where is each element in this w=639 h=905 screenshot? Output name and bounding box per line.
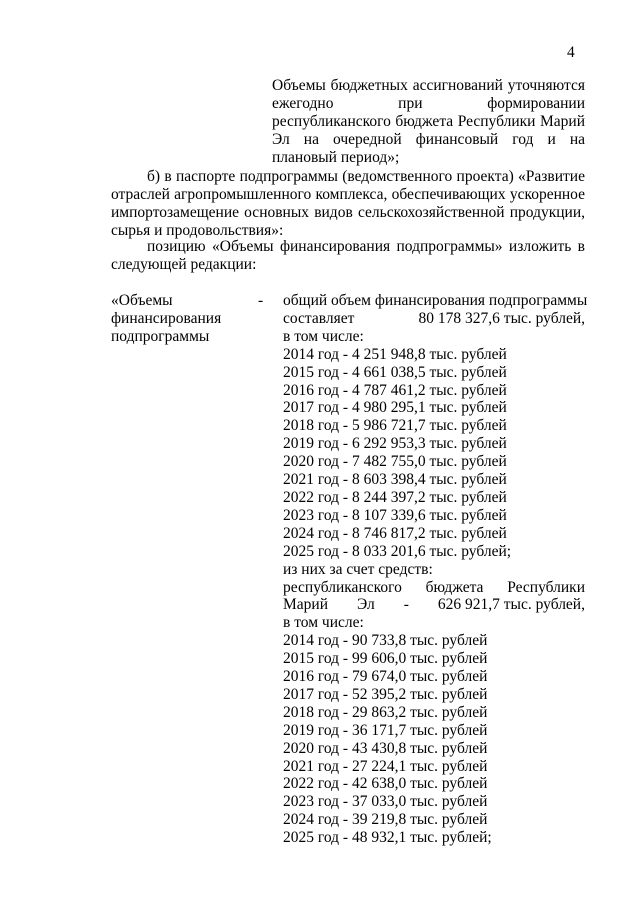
republic-year-item: 2016 год - 79 674,0 тыс. рублей [283, 668, 488, 686]
paragraph-b [111, 168, 585, 240]
sources-intro: из них за счет средств: [283, 560, 433, 578]
republic-year-item: 2023 год - 37 033,0 тыс. рублей [283, 793, 488, 811]
financing-label [111, 292, 221, 346]
total-amount: 80 178 327,6 тыс. рублей, [418, 309, 585, 327]
republic-year-item: 2015 год - 99 606,0 тыс. рублей [283, 650, 488, 668]
republic-amount-line [283, 596, 585, 614]
republic-year-item: 2021 год - 27 224,1 тыс. рублей [283, 757, 488, 775]
paragraph-b-text: б) в паспорте подпрограммы (ведомственного проекта) «Развитие отраслей агропромышленного комплекса, обеспечивающих ускоренное импортозамещение основных видов сельскохозяйственной продукции, сырья и продовольствия»: [111, 168, 585, 239]
republic-year-item: 2014 год - 90 733,8 тыс. рублей [283, 632, 488, 650]
republic-word: Марий [283, 596, 329, 614]
total-year-item: 2020 год - 7 482 755,0 тыс. рублей [283, 453, 507, 471]
republic-year-item: 2019 год - 36 171,7 тыс. рублей [283, 721, 488, 739]
republic-word: Республики [507, 578, 585, 596]
label-dash: - [258, 292, 264, 309]
republic-word: - [403, 596, 409, 614]
total-prefix: составляет [283, 309, 355, 327]
republic-word: республиканского [283, 578, 402, 596]
total-year-item: 2018 год - 5 986 721,7 тыс. рублей [283, 417, 507, 435]
financing-details [283, 292, 588, 847]
page-number: 4 [567, 44, 575, 61]
total-year-item: 2022 год - 8 244 397,2 тыс. рублей [283, 488, 507, 506]
total-years-list [283, 346, 585, 561]
total-year-item: 2025 год - 8 033 201,6 тыс. рублей; [283, 542, 512, 560]
republic-years-list [283, 632, 585, 847]
republic-word: бюджета [425, 578, 484, 596]
republic-word: Эл [357, 596, 375, 614]
republic-year-item: 2017 год - 52 395,2 тыс. рублей [283, 685, 488, 703]
total-year-item: 2017 год - 4 980 295,1 тыс. рублей [283, 399, 507, 417]
financing-label-line: подпрограммы [111, 328, 210, 345]
total-year-item: 2014 год - 4 251 948,8 тыс. рублей [283, 345, 507, 363]
financing-label-line: «Объемы [111, 292, 173, 309]
republic-budget-line [283, 579, 585, 597]
republic-year-item: 2020 год - 43 430,8 тыс. рублей [283, 739, 488, 757]
republic-year-item: 2022 год - 42 638,0 тыс. рублей [283, 775, 488, 793]
republic-year-item: 2024 год - 39 219,8 тыс. рублей [283, 811, 488, 829]
total-year-item: 2023 год - 8 107 339,6 тыс. рублей [283, 506, 507, 524]
paragraph-position-text: позицию «Объемы финансирования подпрограммы» изложить в следующей редакции: [111, 238, 585, 273]
intro-paragraph: Объемы бюджетных ассигнований уточняются ежегодно при формировании республиканского бюджета Республики Марий Эл на очередной финансовый год и на плановый период»; [272, 77, 585, 166]
total-year-item: 2015 год - 4 661 038,5 тыс. рублей [283, 363, 507, 381]
including-label: в том числе: [283, 327, 364, 345]
republic-year-item: 2018 год - 29 863,2 тыс. рублей [283, 703, 488, 721]
paragraph-position [111, 238, 585, 274]
including-label: в том числе: [283, 614, 364, 632]
total-amount-line [283, 310, 585, 328]
total-year-item: 2019 год - 6 292 953,3 тыс. рублей [283, 435, 507, 453]
republic-year-item: 2025 год - 48 932,1 тыс. рублей; [283, 829, 492, 847]
republic-amount: 626 921,7 тыс. рублей, [437, 596, 585, 614]
total-year-item: 2016 год - 4 787 461,2 тыс. рублей [283, 381, 507, 399]
total-year-item: 2021 год - 8 603 398,4 тыс. рублей [283, 471, 507, 489]
total-heading: общий объем финансирования подпрограммы [283, 292, 588, 309]
financing-label-line: финансирования [111, 310, 222, 327]
total-year-item: 2024 год - 8 746 817,2 тыс. рублей [283, 524, 507, 542]
